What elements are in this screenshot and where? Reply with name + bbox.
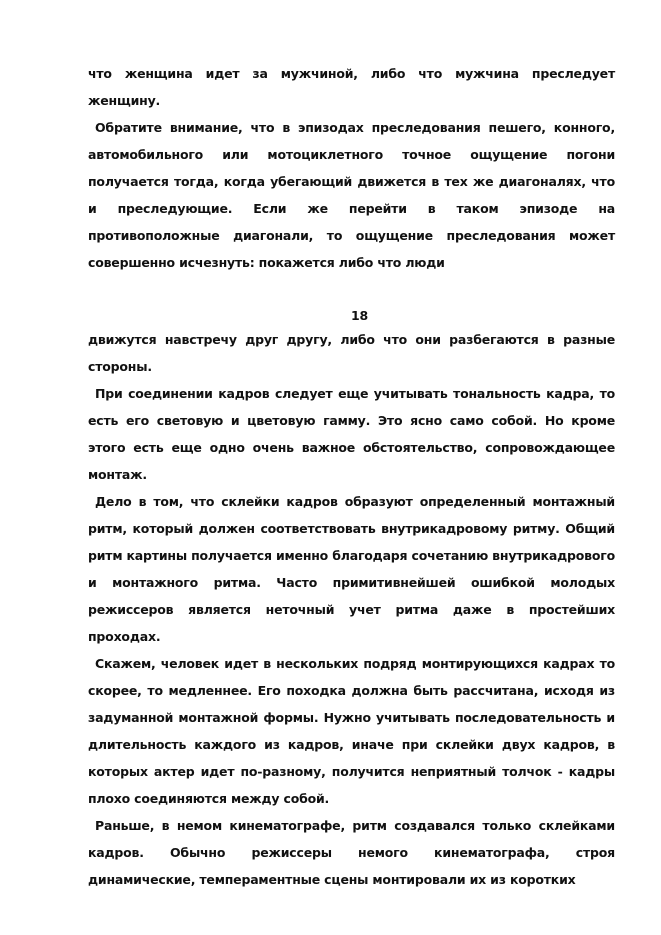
paragraph-tonality: При соединении кадров следует еще учитывать тональность кадра, то есть его световую и цветовую гамму. Это ясно само собой. Но кроме этого есть еще одно очень важное обстоятельство, сопровождающее монтаж. bbox=[88, 386, 615, 482]
document-page bbox=[88, 60, 615, 893]
page-number: 18 bbox=[351, 308, 368, 323]
paragraph-walking-example: Скажем, человек идет в нескольких подряд монтирующихся кадрах то скорее, то медленнее. Его походка должна быть рассчитана, исходя из задуманной монтажной формы. Нужно учитывать последовательность и длительность каждого из кадров, иначе при склейки двух кадров, в которых актер идет по-разному, получится неприятный толчок - кадры плохо соединяются между собой. bbox=[88, 656, 615, 806]
paragraph-silent-cinema: Раньше, в немом кинематографе, ритм создавался только склейками кадров. Обычно режиссеры немого кинематографа, строя динамические, темпераментные сцены монтировали их из коротких bbox=[88, 818, 615, 887]
paragraph-chase-scenes: Обратите внимание, что в эпизодах преследования пешего, конного, автомобильного или мотоциклетного точное ощущение погони получается тогда, когда убегающий движется в тех же диагоналях, что и преследующие. Если же перейти в таком эпизоде на противоположные диагонали, то ощущение преследования может совершенно исчезнуть: покажется либо что люди bbox=[88, 120, 615, 270]
paragraph-montage-rhythm: Дело в том, что склейки кадров образуют определенный монтажный ритм, который должен соответствовать внутрикадровому ритму. Общий ритм картины получается именно благодаря сочетанию внутрикадрового и монтажного ритма. Часто примитивнейшей ошибкой молодых режиссеров является неточный учет ритма даже в простейших проходах. bbox=[88, 494, 615, 644]
paragraph-continuation: что женщина идет за мужчиной, либо что мужчина преследует женщину. bbox=[88, 66, 615, 108]
paragraph-continuation-after-page-break: движутся навстречу друг другу, либо что они разбегаются в разные стороны. bbox=[88, 332, 615, 374]
